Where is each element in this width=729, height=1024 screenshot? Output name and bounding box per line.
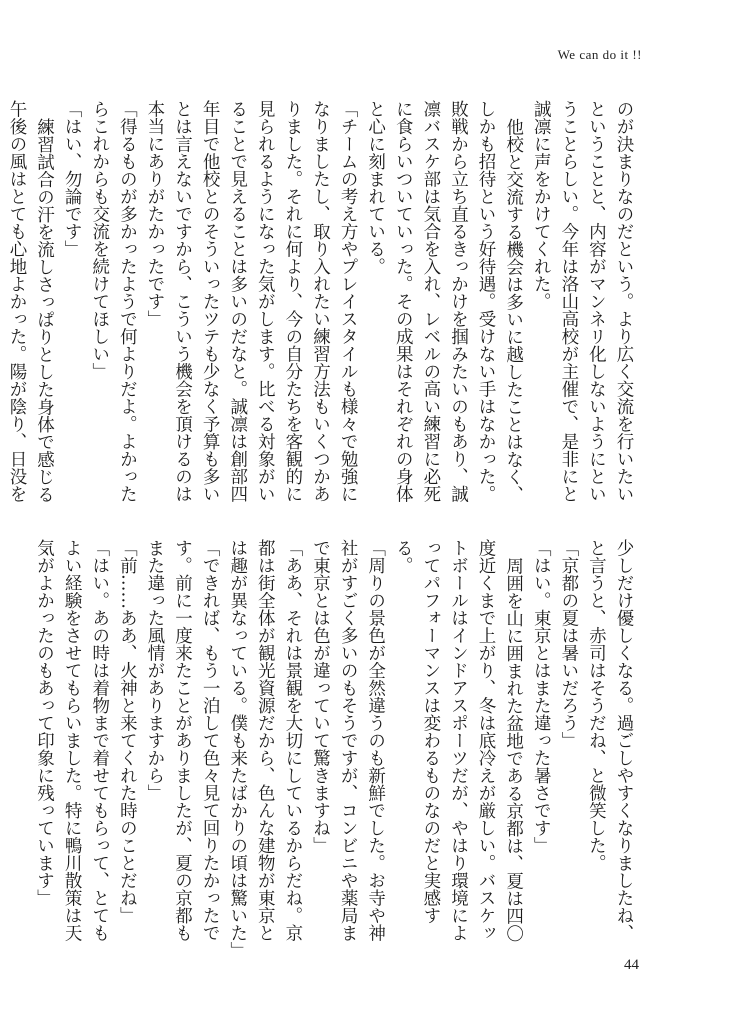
paragraph: 練習試合の汗を流しさっぱりとした身体で感じる午後の風はとても心地よかった。陽が陰り、日没を: [6, 100, 55, 503]
paragraph: 「ああ、それは景観を大切にしているからだね。京都は街全体が観光資源だから、色んな建物が東京とは趣が異なっている。僕も来たばかりの頃は驚いた」: [227, 539, 303, 959]
upper-text-column: [6, 100, 637, 515]
paragraph: 少しだけ優しくなる。過ごしやすくなりましたね、と言うと、赤司はそうだね、と微笑した。: [586, 539, 634, 942]
paragraph: 「前……ああ、火神と来てくれた時のことだね」: [117, 539, 138, 924]
paragraph: 「チームの考え方やプレイスタイルも様々で勉強になりましたし、取り入れたい練習方法もいくつかありました。それに何より、今の自分たちを客観的に見られるようになった気がします。比べる対象がいることで見えることは多いのだなと。誠凛は創部四年目で他校とのそういったツテも少なく予算も多いとは言えないですから、こういう機会を頂けるのは本当にありがたかったです」: [144, 100, 359, 503]
paragraph: 「京都の夏は暑いだろう」: [558, 539, 579, 749]
paragraph: 「得るものが多かったようで何よりだよ。よかったらこれからも交流を続けてほしい」: [89, 100, 138, 503]
paragraph: 「周りの景色が全然違うのも新鮮でした。お寺や神社がすごく多いのもそうですが、コンビニや薬局まで東京とは色が違っていて驚きますね」: [310, 539, 386, 942]
paragraph: のが決まりなのだという。より広く交流を行いたいということと、内容がマンネリ化しないようにということらしい。今年は洛山高校が主催で、是非にと誠凛に声をかけてくれた。: [531, 100, 634, 503]
paragraph: 「はい。東京とはまた違った暑さです」: [531, 539, 552, 854]
paragraph: 「はい。あの時は着物まで着せてもらって、とてもよい経験をさせてもらいました。特に鴨川散策は天気がよかったのもあって印象に残っています」: [34, 539, 110, 942]
running-header-title: We can do it !!: [557, 47, 642, 62]
lower-text-column: [34, 539, 637, 959]
paragraph: 「できれば、もう一泊して色々見て回りたかったです。前に一度来たことがありましたが、夏の京都もまた違った風情がありますから」: [144, 539, 221, 942]
paragraph: 周囲を山に囲まれた盆地である京都は、夏は四〇度近くまで上がり、冬は底冷えが厳しい。バスケットボールはインドアスポーツだが、やはり環境によってパフォーマンスは変わるものなのだと実感する。: [393, 539, 524, 942]
paragraph: 「はい、勿論です」: [62, 100, 83, 258]
page-number: 44: [624, 957, 639, 973]
paragraph: 他校と交流する機会は多いに越したことはなく、しかも招待という好待遇。受けない手はなかった。敗戦から立ち直るきっかけを掴みたいのもあり、誠凛バスケ部は気合を入れ、レベルの高い練習に必死に食らいついていった。その成果はそれぞれの身体と心に刻まれている。: [365, 100, 524, 503]
